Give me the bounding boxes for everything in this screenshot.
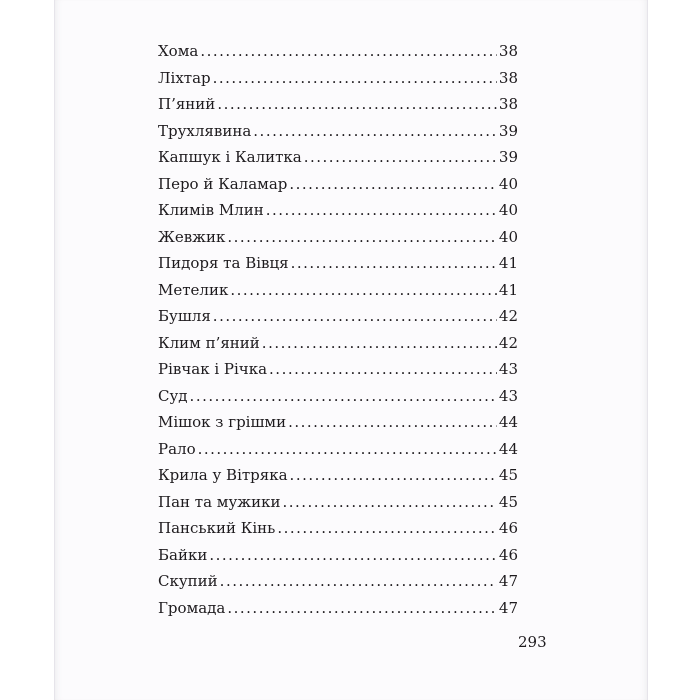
dot-leader	[230, 281, 497, 299]
dot-leader	[262, 334, 497, 352]
toc-entry-title: Громада	[158, 598, 226, 617]
toc-entry-title: П’яний	[158, 95, 216, 113]
dot-leader	[213, 307, 497, 325]
toc-entry-title: Пан та мужики	[158, 492, 281, 511]
toc-entry-page: 44	[498, 413, 518, 431]
dot-leader	[266, 201, 497, 219]
toc-entry-page: 38	[498, 95, 518, 113]
toc-entry	[158, 95, 518, 122]
toc-entry-title: Капшук і Калитка	[158, 148, 302, 166]
toc-entry	[158, 519, 518, 546]
dot-leader	[253, 122, 497, 140]
toc-entry-page: 39	[498, 121, 518, 140]
dot-leader	[227, 228, 497, 246]
dot-leader	[220, 572, 497, 590]
toc-entry-title: Климів Млин	[158, 201, 264, 219]
dot-leader	[200, 42, 497, 60]
toc-entry-page: 46	[498, 545, 518, 564]
toc-entry	[158, 360, 518, 387]
toc-entry-title: Перо й Каламар	[158, 174, 288, 193]
toc-entry	[158, 307, 518, 334]
toc-entry	[158, 69, 518, 96]
toc-entry-title: Рівчак і Річка	[158, 360, 268, 378]
toc-entry-title: Панський Кінь	[158, 519, 276, 537]
toc-entry-page: 41	[498, 254, 518, 272]
table-of-contents	[158, 42, 518, 625]
toc-entry	[158, 599, 518, 626]
toc-entry-title: Рало	[158, 439, 196, 458]
toc-entry-title: Бушля	[158, 307, 211, 325]
toc-entry	[158, 334, 518, 361]
toc-entry-page: 45	[498, 466, 518, 484]
toc-entry-page: 46	[498, 519, 518, 537]
toc-entry-title: Хома	[158, 42, 199, 60]
dot-leader	[288, 413, 497, 431]
toc-entry-page: 47	[498, 598, 518, 617]
toc-entry	[158, 387, 518, 414]
toc-entry-page: 38	[498, 42, 518, 60]
dot-leader	[269, 360, 497, 378]
toc-entry-title: Суд	[158, 386, 188, 405]
dot-leader	[304, 148, 497, 166]
toc-entry	[158, 413, 518, 440]
toc-entry	[158, 572, 518, 599]
toc-entry-page: 39	[498, 148, 518, 166]
dot-leader	[190, 387, 497, 405]
toc-entry-page: 44	[498, 439, 518, 458]
toc-entry-title: Байки	[158, 545, 208, 564]
dot-leader	[227, 599, 497, 617]
toc-entry	[158, 42, 518, 69]
dot-leader	[277, 519, 497, 537]
toc-entry	[158, 122, 518, 149]
toc-entry-page: 40	[498, 201, 518, 219]
toc-entry-page: 42	[498, 333, 518, 352]
toc-entry-title: Клим п’яний	[158, 333, 260, 352]
toc-entry-title: Скупий	[158, 572, 218, 590]
toc-entry	[158, 546, 518, 573]
toc-entry-title: Метелик	[158, 280, 229, 299]
dot-leader	[198, 440, 497, 458]
dot-leader	[291, 254, 497, 272]
toc-entry-page: 40	[498, 174, 518, 193]
toc-entry-page: 47	[498, 572, 518, 590]
toc-entry-page: 41	[498, 280, 518, 299]
toc-entry	[158, 493, 518, 520]
dot-leader	[290, 466, 497, 484]
toc-entry-title: Крила у Вітряка	[158, 466, 288, 484]
dot-leader	[282, 493, 496, 511]
toc-entry-page: 38	[498, 68, 518, 87]
toc-entry-page: 43	[498, 386, 518, 405]
toc-entry	[158, 466, 518, 493]
toc-entry	[158, 228, 518, 255]
dot-leader	[209, 546, 497, 564]
page-number: 293	[518, 633, 547, 651]
toc-entry-page: 42	[498, 307, 518, 325]
toc-entry-title: Мішок з грішми	[158, 413, 287, 431]
toc-entry-title: Трухлявина	[158, 121, 252, 140]
dot-leader	[217, 95, 497, 113]
toc-entry-title: Пидоря та Вівця	[158, 254, 289, 272]
toc-entry	[158, 281, 518, 308]
toc-entry	[158, 440, 518, 467]
toc-entry-title: Жевжик	[158, 227, 226, 246]
toc-entry-page: 45	[498, 492, 518, 511]
dot-leader	[213, 69, 497, 87]
toc-entry-page: 43	[498, 360, 518, 378]
toc-entry-title: Ліхтар	[158, 68, 211, 87]
toc-entry	[158, 254, 518, 281]
toc-entry	[158, 148, 518, 175]
toc-entry-page: 40	[498, 227, 518, 246]
toc-entry	[158, 175, 518, 202]
toc-entry	[158, 201, 518, 228]
dot-leader	[289, 175, 497, 193]
